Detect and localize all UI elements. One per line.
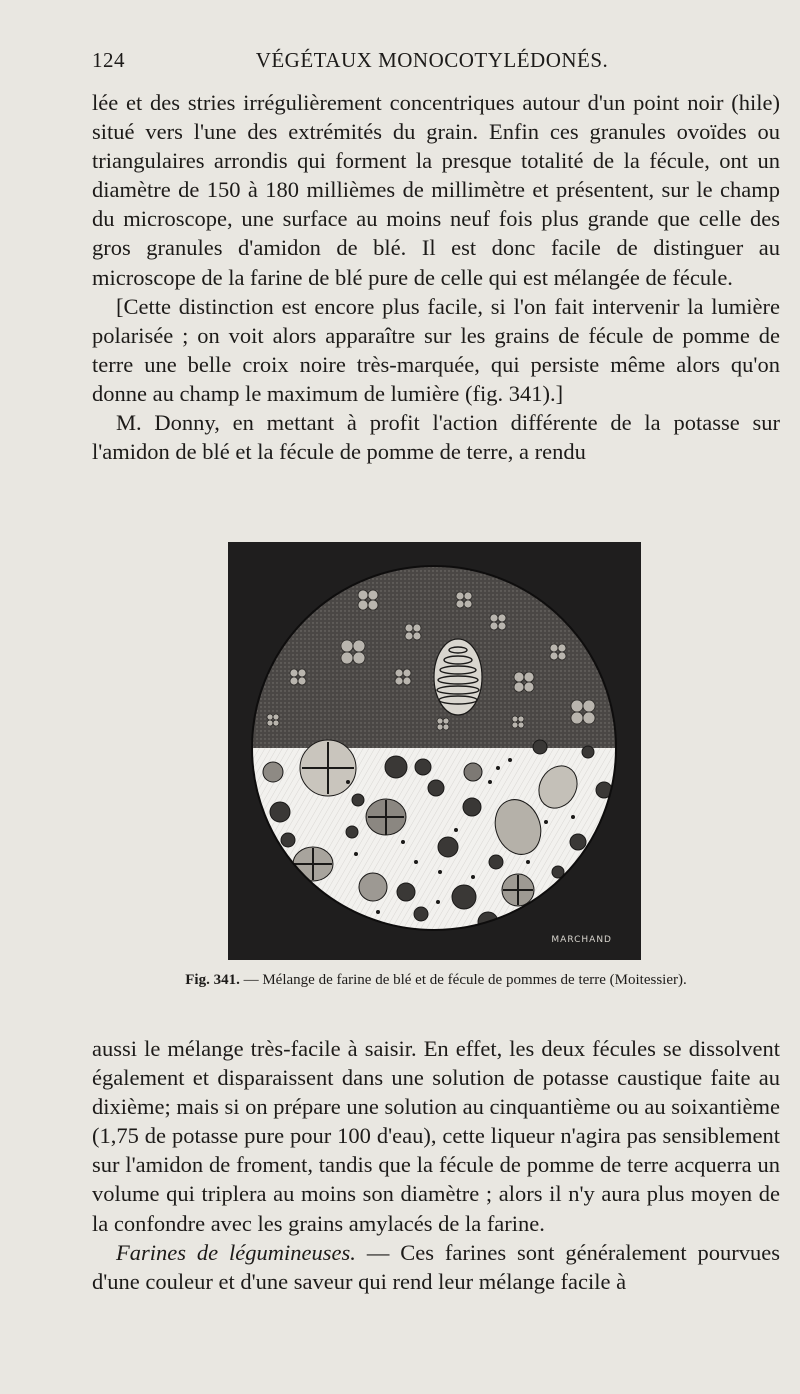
running-head: VÉGÉTAUX MONOCOTYLÉDONÉS. (255, 48, 609, 72)
section-lead: Farines de légumineuses. (116, 1239, 356, 1265)
paragraph (92, 1238, 780, 1296)
microscope-engraving (228, 542, 641, 960)
striated-potato-grain (434, 639, 482, 715)
body-text-top (92, 88, 780, 466)
body-text-bottom (92, 1034, 780, 1296)
paragraph: [Cette distinction est encore plus facile, si l'on fait intervenir la lumière polarisée ; on voit alors apparaître sur les grains de fécule de pomme de terre une belle croix noire très-marquée, qui persiste même alors qu'on donne au champ le maximum de lumière (fig. 341).] (92, 293, 780, 406)
paragraph-text: — Ces farines sont généralement pourvues d'une couleur et d'une saveur qui rend leur mélange facile à (92, 1239, 780, 1294)
page-number: 124 (92, 48, 125, 72)
paragraph: lée et des stries irrégulièrement concentriques autour d'un point noir (hile) situé vers l'une des extrémités du grain. Enfin ces granules ovoïdes ou triangulaires arrondis qui forment la presque totalité de la fécule, ont un diamètre de 150 à 180 millièmes de millimètre et présentent, sur le champ du microscope, une surface au moins neuf fois plus grande que celle des gros granules d'amidon de blé. Il est donc facile de distinguer au microscope de la farine de blé pure de celle qui est mélangée de fécule. (92, 90, 780, 290)
engraver-signature: MARCHAND (551, 935, 612, 945)
paragraph: aussi le mélange très-facile à saisir. En effet, les deux fécules se dissolvent également et disparaissent dans une solution de potasse caustique faite au dixième; mais si on prépare une solution au cinquantième ou au soixantième (1,75 de potasse pure pour 100 d'eau), cette liqueur n'agira pas sensiblement sur l'amidon de froment, tandis que la fécule de pomme de terre acquerra un volume qui triplera au moins son diamètre ; alors il n'y aura plus moyen de la confondre avec les grains amylacés de la farine. (92, 1036, 780, 1236)
page-header (92, 48, 772, 78)
microscope-figure (228, 542, 641, 960)
figure-number: Fig. 341. (185, 972, 240, 988)
figure-caption-text: — Mélange de farine de blé et de fécule de pommes de terre (Moitessier). (243, 972, 687, 988)
figure-caption (92, 972, 780, 989)
paragraph: M. Donny, en mettant à profit l'action différente de la potasse sur l'amidon de blé et la fécule de pomme de terre, a rendu (92, 410, 780, 465)
